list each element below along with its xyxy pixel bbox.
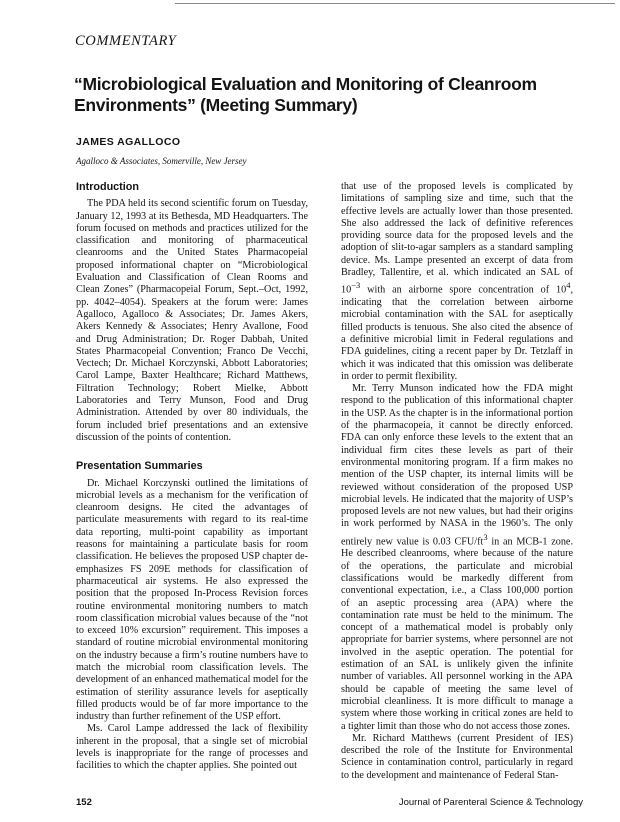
article-title bbox=[74, 74, 574, 116]
top-rule bbox=[175, 3, 615, 4]
heading-presentation-summaries: Presentation Summaries bbox=[76, 460, 203, 473]
author-name: JAMES AGALLOCO bbox=[76, 136, 181, 148]
lampe-paragraph: Ms. Carol Lampe addressed the lack of flexibility inherent in the proposal, that a single set of microbial levels is inappropriate for the range of processes and facilities to which the chapter applies. She pointed out bbox=[76, 723, 308, 772]
journal-name: Journal of Parenteral Science & Technology bbox=[398, 797, 583, 808]
heading-introduction: Introduction bbox=[76, 181, 139, 193]
korczynski-paragraph: Dr. Michael Korczynski outlined the limitations of microbial levels as a mechanism for the verification of cleanroom designs. He cited the advantages of particulate measurements with regard to its real-time data reporting, multi-point capability as important reasons for maintaining a particulate basis for room classification. He believes the proposed USP chapter de-emphasizes FS 209E methods for classification of pharmaceutical air systems. He also expressed the position that the proposed In-Process Revision forces routine environmental monitoring numbers to match room classification microbial values because of the “not to exceed 10% excursion” requirement. This imposes a standard of routine microbial environmental monitoring on the industry because a firm’s routine numbers have to match the microbial room classification levels. The development of an enhanced mathematical model for the estimation of sterility assurance levels for aseptically filled products would be of far more importance to the industry than further refinement of the USP effort. bbox=[76, 477, 308, 723]
matthews-paragraph: Mr. Richard Matthews (current President of IES) described the role of the Institute for Environmental Science in contamination control, particularly in regard to the development and maintenance of Federal Stan- bbox=[341, 732, 573, 781]
munson-text-a: Mr. Terry Munson indicated how the FDA might respond to the publication of this informational chapter in the USP. As the chapter is in the informational portion of the pharmacopeia, it cannot be directly enforced. FDA can only enforce these levels to the extent that an individual firm cites these levels as part of their environmental monitoring program. If a firm makes no mention of the USP chapter, its internal limits will be reviewed without consideration of the proposed USP microbial levels. He indicated that the majority of USP’s proposed levels are not new values, but had their origins in work performed by NASA in the 1960’s. The only entirely new value is 0.03 CFU/ft bbox=[341, 383, 573, 548]
right-column bbox=[341, 181, 573, 782]
section-label: COMMENTARY bbox=[75, 33, 177, 49]
lampe-continuation-paragraph bbox=[341, 181, 573, 383]
munson-paragraph bbox=[341, 383, 573, 733]
munson-exponent: 3 bbox=[483, 531, 488, 542]
munson-text-b: in an MCB-1 zone. He described cleanrooms, where because of the nature of the operations, the particulate and microbial classifications would be markedly different from conventional expectation, i.e., a Class 100,000 portion of an aseptic processing area (APA) where the contamination rate must be held to the minimum. The concept of a mathematical model is probably only appropriate for barrier systems, where personnel are not involved in the aseptic operation. The potential for estimation of an SAL is unlikely given the infinite number of variables. All personnel working in the APA should be capable of meeting the same level of microbial cleanliness. It is more difficult to manage a system where those working in critical zones are held to a tighter limit than those who do not access those zones. bbox=[341, 536, 573, 732]
author-affiliation: Agalloco & Associates, Somerville, New Jersey bbox=[76, 156, 247, 166]
title-line-2: Environments” (Meeting Summary) bbox=[74, 95, 358, 115]
page-number: 152 bbox=[76, 797, 92, 808]
title-line-1: “Microbiological Evaluation and Monitoring of Cleanroom bbox=[74, 74, 537, 94]
lampe-text-b: with an airborne spore concentration of 10 bbox=[360, 284, 567, 296]
lampe-text-a: that use of the proposed levels is complicated by limitations of sampling size and time, such that the effective levels are actually lower than those presented. She also addressed the lack of definitive references providing source data for the proposed levels and the adoption of slit-to-agar samplers as a standard sampling device. Ms. Lampe presented an excerpt of data from Bradley, Tallentire, et al. which indicated an SAL of 10 bbox=[341, 181, 573, 296]
spore-exponent: 4 bbox=[566, 280, 571, 291]
introduction-paragraph: The PDA held its second scientific forum on Tuesday, January 12, 1993 at its Bethesda, MD Headquarters. The forum focused on methods and practices utilized for the classification and monitoring of pharmaceutical cleanrooms and the United States Pharmacopeial proposed informational chapter on “Microbiological Evaluation and Classification of Clean Rooms and Clean Zones” (Pharmacopeial Forum, Sept.–Oct, 1992, pp. 4042–4054). Speakers at the forum were: James Agalloco, Agalloco & Associates; Dr. James Akers, Akers Kennedy & Associates; Henry Avallone, Food and Drug Administration; Dr. Roger Dabbah, United States Pharmacopeial Convention; Franco De Vecchi, Vectech; Dr. Michael Korczynski, Abbott Laboratories; Carol Lampe, Baxter Healthcare; Richard Matthews, Filtration Technology; Robert Mielke, Abbott Laboratories and Terry Munson, Food and Drug Administration. Attended by over 80 individuals, the forum included brief presentations and an extensive discussion of the points of contention. bbox=[76, 198, 308, 443]
left-column bbox=[76, 181, 308, 773]
lampe-text-c: , indicating that the correlation between airborne microbial contamination with the SAL for aseptically filled products is tenuous. She also cited the absence of a definitive microbial limit in Federal regulations and FDA guidelines, citing a recent paper by Dr. Tetzlaff in which it was indicated that this omission was deliberate in order to permit flexibility. bbox=[341, 284, 573, 382]
sal-exponent: −3 bbox=[351, 280, 361, 291]
